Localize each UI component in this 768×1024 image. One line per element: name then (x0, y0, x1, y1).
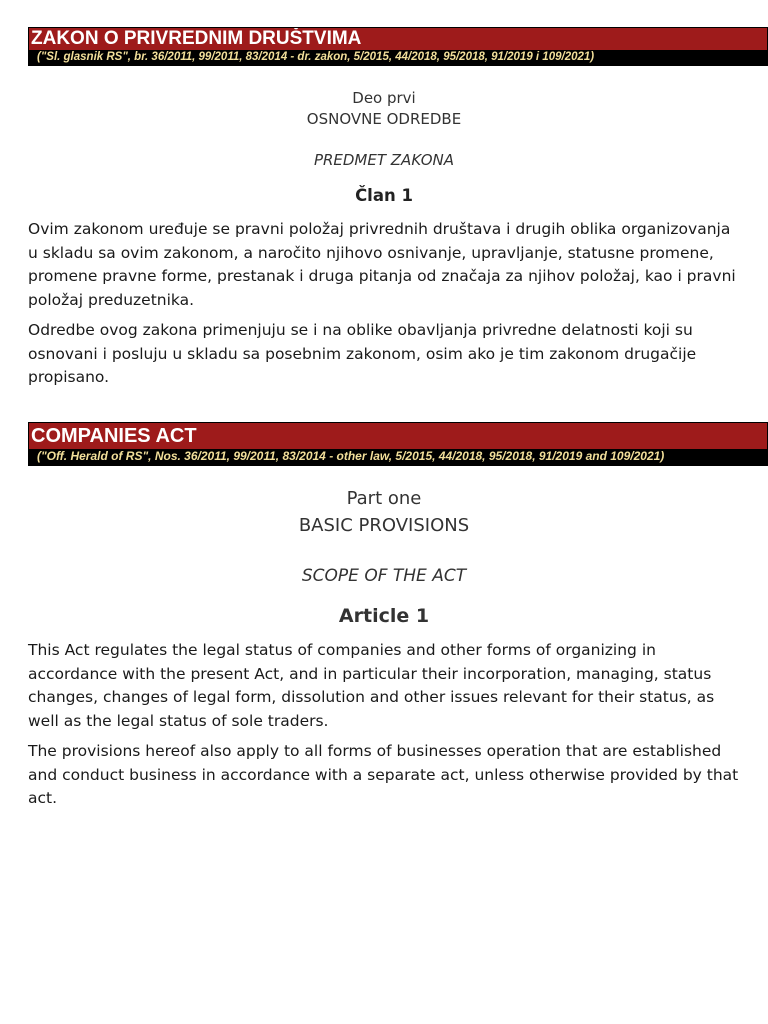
law-header-banner-english (28, 422, 768, 466)
subject-heading-english: SCOPE OF THE ACT (301, 566, 467, 586)
article-heading-english: Article 1 (338, 605, 430, 627)
gazette-reference-english: ("Off. Herald of RS", Nos. 36/2011, 99/2011, 83/2014 - other law, 5/2015, 44/2018, 95/2018, 91/2019 and 109/2021) (29, 449, 767, 465)
part-heading-serbian (0, 88, 768, 130)
article-heading-serbian: Član 1 (355, 186, 413, 205)
part-title-english: BASIC PROVISIONS (298, 515, 470, 536)
subject-heading-serbian: PREDMET ZAKONA (313, 151, 455, 169)
part-label-serbian: Deo prvi (352, 89, 416, 107)
law-header-banner-serbian (28, 27, 768, 66)
article-paragraph-english-2: The provisions hereof also apply to all forms of businesses operation that are established and conduct business in accordance with a separate act, unless otherwise provided by that act. (28, 742, 739, 807)
part-title-serbian: OSNOVNE ODREDBE (306, 110, 462, 128)
law-title-english: COMPANIES ACT (29, 423, 767, 449)
article-paragraph-english-1: This Act regulates the legal status of companies and other forms of organizing in accordance with the present Act, and in particular their incorporation, managing, status changes, changes of legal form, dissolution and other issues relevant for their status, as well as the legal status of sole traders. (28, 641, 715, 730)
part-label-english: Part one (346, 488, 422, 509)
article-paragraph-serbian-2: Odredbe ovog zakona primenjuju se i na oblike obavljanja privredne delatnosti koji su osnovani i posluju u skladu sa posebnim zakonom, osim ako je tim zakonom drugačije propisano. (28, 321, 697, 386)
gazette-reference-serbian: ("Sl. glasnik RS", br. 36/2011, 99/2011, 83/2014 - dr. zakon, 5/2015, 44/2018, 95/2018, 91/2019 i 109/2021) (29, 50, 767, 65)
law-title-serbian: ZAKON O PRIVREDNIM DRUŠTVIMA (29, 28, 767, 50)
part-heading-english (0, 485, 768, 539)
article-paragraph-serbian-1: Ovim zakonom uređuje se pravni položaj privrednih društava i drugih oblika organizovanja u skladu sa ovim zakonom, a naročito njihovo osnivanje, upravljanje, statusne promene, promene pravne forme, prestanak i druga pitanja od značaja za njihov položaj, kao i pravni položaj preduzetnika. (28, 220, 736, 309)
